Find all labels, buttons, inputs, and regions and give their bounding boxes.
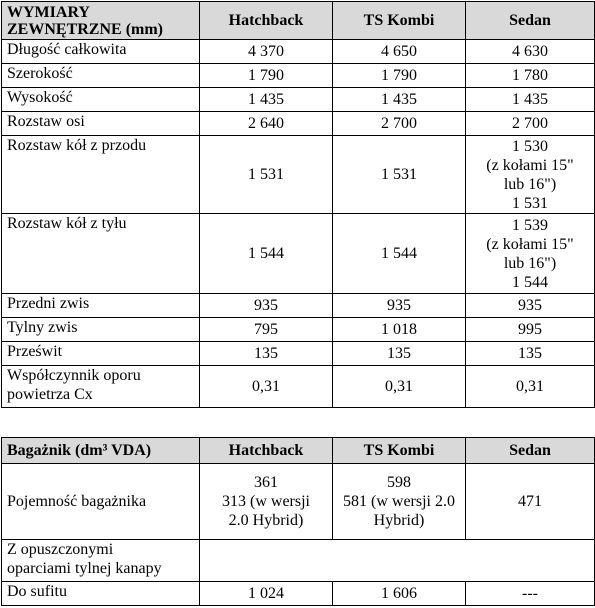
cell-value: 1 435 (200, 88, 333, 112)
cell-value: 361 313 (w wersji 2.0 Hybrid) (200, 464, 333, 540)
table-row (2, 136, 595, 214)
table-header-row (2, 438, 595, 464)
cell-value: 935 (333, 294, 466, 318)
table-row (2, 366, 595, 408)
row-label: Szerokość (2, 64, 200, 88)
cell-value: 1 606 (333, 582, 466, 606)
table-row (2, 342, 595, 366)
cell-value: 1 780 (466, 64, 595, 88)
row-label: Do sufitu (2, 582, 200, 606)
cell-value: 1 435 (466, 88, 595, 112)
table-row (2, 318, 595, 342)
row-label: Długość całkowita (2, 40, 200, 64)
cell-value: 795 (200, 318, 333, 342)
cell-value: 2 700 (466, 112, 595, 136)
cell-value: 1 531 (333, 136, 466, 214)
cell-value: 1 544 (200, 214, 333, 294)
header-sedan: Sedan (466, 438, 595, 464)
cell-value: 4 370 (200, 40, 333, 64)
cell-value: 598 581 (w wersji 2.0 Hybrid) (333, 464, 466, 540)
row-label: Rozstaw kół z przodu (2, 136, 200, 214)
cell-value: 1 018 (333, 318, 466, 342)
row-label: Współczynnik oporu powietrza Cx (2, 366, 200, 408)
cell-value: 2 640 (200, 112, 333, 136)
cell-value: 1 024 (200, 582, 333, 606)
row-label: Tylny zwis (2, 318, 200, 342)
table-row (2, 214, 595, 294)
row-label: Pojemność bagażnika (2, 464, 200, 540)
row-label: Wysokość (2, 88, 200, 112)
cell-value: 471 (466, 464, 595, 540)
row-label: Przedni zwis (2, 294, 200, 318)
cell-value: 935 (466, 294, 595, 318)
trunk-capacity-table (1, 437, 595, 606)
cell-value: 135 (333, 342, 466, 366)
cell-value: 995 (466, 318, 595, 342)
header-hatchback: Hatchback (200, 2, 333, 40)
header-sedan: Sedan (466, 2, 595, 40)
cell-value: 4 650 (333, 40, 466, 64)
header-title: Bagażnik (dm³ VDA) (2, 438, 200, 464)
cell-value: 1 790 (333, 64, 466, 88)
cell-value: 135 (200, 342, 333, 366)
row-label: Rozstaw kół z tyłu (2, 214, 200, 294)
header-hatchback: Hatchback (200, 438, 333, 464)
cell-value: 2 700 (333, 112, 466, 136)
cell-value: 135 (466, 342, 595, 366)
table-row (2, 540, 595, 582)
cell-value: --- (466, 582, 595, 606)
table-row (2, 40, 595, 64)
cell-value: 1 435 (333, 88, 466, 112)
cell-value: 935 (200, 294, 333, 318)
table-row (2, 464, 595, 540)
table-header-row (2, 2, 595, 40)
cell-value: 1 531 (200, 136, 333, 214)
cell-value: 1 539 (z kołami 15" lub 16") 1 544 (466, 214, 595, 294)
cell-value: 0,31 (200, 366, 333, 408)
row-label: Rozstaw osi (2, 112, 200, 136)
empty-cell (200, 540, 595, 582)
table-row (2, 88, 595, 112)
exterior-dimensions-table (1, 1, 595, 408)
header-title: WYMIARY ZEWNĘTRZNE (mm) (2, 2, 200, 40)
header-ts-kombi: TS Kombi (333, 2, 466, 40)
cell-value: 0,31 (333, 366, 466, 408)
cell-value: 1 544 (333, 214, 466, 294)
header-ts-kombi: TS Kombi (333, 438, 466, 464)
row-label: Prześwit (2, 342, 200, 366)
cell-value: 1 790 (200, 64, 333, 88)
cell-value: 0,31 (466, 366, 595, 408)
row-label: Z opuszczonymi oparciami tylnej kanapy (2, 540, 200, 582)
cell-value: 1 530 (z kołami 15" lub 16") 1 531 (466, 136, 595, 214)
table-row (2, 582, 595, 606)
table-row (2, 294, 595, 318)
table-row (2, 112, 595, 136)
table-row (2, 64, 595, 88)
cell-value: 4 630 (466, 40, 595, 64)
